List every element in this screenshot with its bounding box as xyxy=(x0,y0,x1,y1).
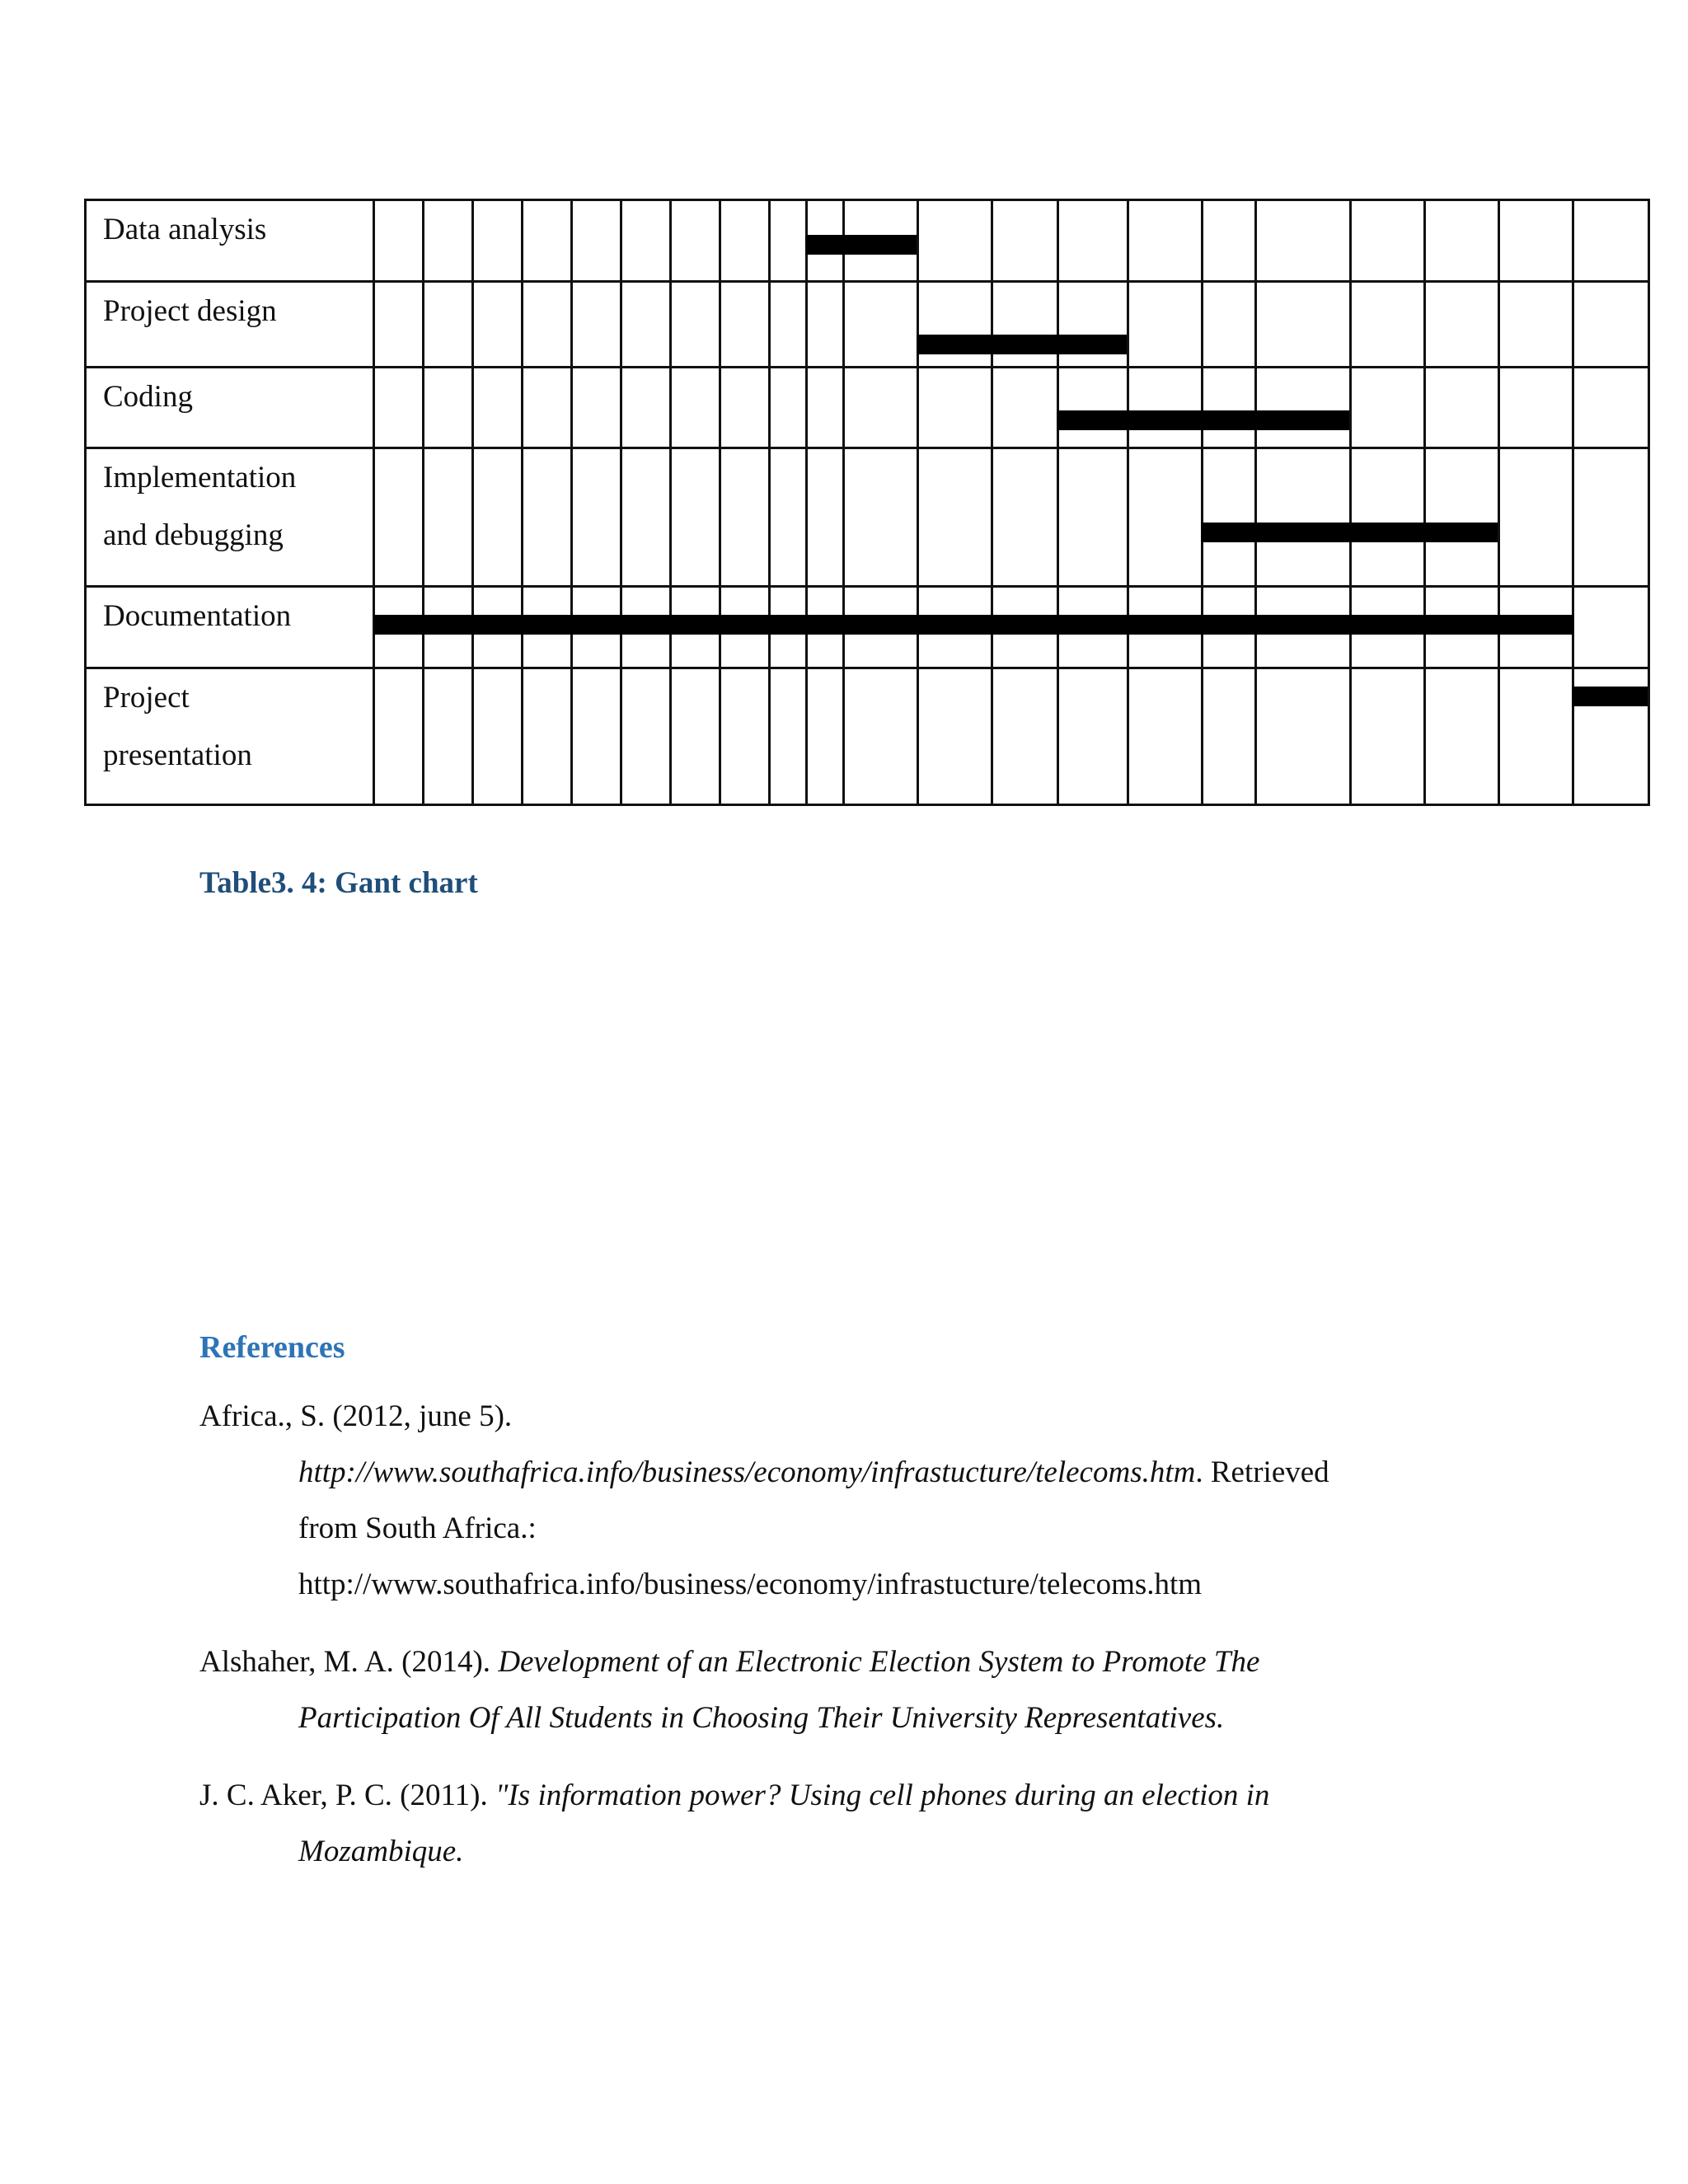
gantt-cell xyxy=(770,587,807,668)
gantt-cell xyxy=(807,282,844,368)
gantt-task-label-line: and debugging xyxy=(103,518,284,552)
gantt-cell xyxy=(720,200,770,282)
reference-item xyxy=(199,1768,1485,1880)
gantt-cell xyxy=(1351,668,1425,805)
gantt-cell xyxy=(1425,587,1499,668)
gantt-cell xyxy=(1499,200,1573,282)
gantt-task-label-line: Implementation xyxy=(103,461,297,494)
gantt-cell xyxy=(844,587,918,668)
reference-item xyxy=(199,1389,1485,1613)
gantt-cell xyxy=(1573,587,1649,668)
gantt-cell xyxy=(1058,200,1128,282)
gantt-cell xyxy=(473,448,523,587)
gantt-cell xyxy=(523,368,572,448)
gantt-cell xyxy=(1499,448,1573,587)
gantt-cell xyxy=(424,448,473,587)
gantt-cell xyxy=(918,448,992,587)
gantt-cell xyxy=(992,368,1058,448)
gantt-cell xyxy=(523,200,572,282)
gantt-cell xyxy=(720,448,770,587)
gantt-task-label xyxy=(86,200,374,282)
gantt-cell xyxy=(1573,668,1649,805)
gantt-row xyxy=(86,587,1649,668)
reference-line: Africa., S. (2012, june 5). xyxy=(199,1399,513,1433)
gantt-cell xyxy=(621,668,671,805)
gantt-cell xyxy=(374,668,424,805)
gantt-row xyxy=(86,368,1649,448)
gantt-cell xyxy=(992,200,1058,282)
gantt-cell xyxy=(992,282,1058,368)
gantt-cell xyxy=(1499,587,1573,668)
gantt-task-label xyxy=(86,587,374,668)
gantt-cell xyxy=(720,368,770,448)
gantt-cell xyxy=(807,448,844,587)
gantt-cell xyxy=(572,448,621,587)
gantt-cell xyxy=(1573,448,1649,587)
gantt-cell xyxy=(473,282,523,368)
gantt-cell xyxy=(1499,282,1573,368)
reference-line: http://www.southafrica.info/business/economy/infrastucture/telecoms.htm. Retrieved xyxy=(298,1455,1329,1489)
gantt-cell xyxy=(844,668,918,805)
gantt-cell xyxy=(1203,282,1256,368)
gantt-cell xyxy=(720,587,770,668)
gantt-row xyxy=(86,200,1649,282)
gantt-cell xyxy=(1425,200,1499,282)
gantt-cell xyxy=(671,368,720,448)
gantt-task-label-line: Project xyxy=(103,681,190,715)
gantt-cell xyxy=(1256,587,1351,668)
reference-line: Participation Of All Students in Choosing Their University Representatives. xyxy=(298,1701,1225,1735)
gantt-cell xyxy=(671,587,720,668)
gantt-cell xyxy=(374,368,424,448)
table-caption: Table3. 4: Gant chart xyxy=(199,866,478,900)
gantt-cell xyxy=(807,587,844,668)
gantt-cell xyxy=(807,368,844,448)
gantt-cell xyxy=(1128,668,1203,805)
gantt-cell xyxy=(473,368,523,448)
gantt-cell xyxy=(374,282,424,368)
references-list xyxy=(199,1389,1485,1901)
gantt-cell xyxy=(1058,448,1128,587)
gantt-cell xyxy=(1058,368,1128,448)
reference-line: J. C. Aker, P. C. (2011). "Is information power? Using cell phones during an election in xyxy=(199,1779,1270,1812)
gantt-cell xyxy=(424,200,473,282)
gantt-cell xyxy=(844,282,918,368)
gantt-cell xyxy=(523,448,572,587)
gantt-task-label xyxy=(86,448,374,587)
gantt-cell xyxy=(1128,448,1203,587)
gantt-cell xyxy=(844,448,918,587)
gantt-cell xyxy=(1256,368,1351,448)
gantt-cell xyxy=(720,668,770,805)
gantt-cell xyxy=(770,448,807,587)
gantt-cell xyxy=(807,668,844,805)
gantt-row xyxy=(86,448,1649,587)
gantt-cell xyxy=(1128,368,1203,448)
gantt-cell xyxy=(1425,668,1499,805)
gantt-cell xyxy=(770,282,807,368)
gantt-cell xyxy=(844,200,918,282)
gantt-cell xyxy=(720,282,770,368)
gantt-cell xyxy=(1573,282,1649,368)
gantt-cell xyxy=(572,368,621,448)
gantt-cell xyxy=(992,587,1058,668)
gantt-task-label-line: Coding xyxy=(103,380,193,414)
gantt-cell xyxy=(1203,668,1256,805)
gantt-cell xyxy=(671,282,720,368)
gantt-cell xyxy=(918,200,992,282)
gantt-cell xyxy=(1058,282,1128,368)
gantt-task-label xyxy=(86,668,374,805)
reference-line: Alshaher, M. A. (2014). Development of an Electronic Election System to Promote The xyxy=(199,1645,1260,1679)
gantt-cell xyxy=(473,668,523,805)
gantt-cell xyxy=(523,587,572,668)
gantt-cell xyxy=(1256,668,1351,805)
gantt-cell xyxy=(770,368,807,448)
gantt-cell xyxy=(1203,200,1256,282)
gantt-cell xyxy=(671,668,720,805)
gantt-cell xyxy=(1058,668,1128,805)
gantt-cell xyxy=(918,368,992,448)
gantt-cell xyxy=(424,668,473,805)
gantt-cell xyxy=(770,668,807,805)
gantt-cell xyxy=(992,668,1058,805)
gantt-cell xyxy=(1351,282,1425,368)
gantt-row xyxy=(86,668,1649,805)
references-heading: References xyxy=(199,1330,345,1365)
gantt-cell xyxy=(523,282,572,368)
gantt-cell xyxy=(1499,368,1573,448)
reference-line: from South Africa.: xyxy=(298,1511,537,1545)
reference-line: Mozambique. xyxy=(298,1835,464,1868)
gantt-cell xyxy=(770,200,807,282)
gantt-cell xyxy=(374,587,424,668)
gantt-cell xyxy=(1128,282,1203,368)
gantt-cell xyxy=(671,200,720,282)
gantt-cell xyxy=(572,587,621,668)
gantt-cell xyxy=(572,282,621,368)
gantt-cell xyxy=(621,587,671,668)
gantt-task-label xyxy=(86,282,374,368)
gantt-cell xyxy=(1256,200,1351,282)
gantt-cell xyxy=(523,668,572,805)
gantt-cell xyxy=(572,200,621,282)
gantt-cell xyxy=(918,668,992,805)
reference-url: http://www.southafrica.info/business/economy/infrastucture/telecoms.htm xyxy=(298,1568,1203,1601)
gantt-cell xyxy=(1128,587,1203,668)
gantt-cell xyxy=(621,282,671,368)
gantt-cell xyxy=(1351,587,1425,668)
gantt-task-label-line: Data analysis xyxy=(103,213,267,246)
gantt-cell xyxy=(621,368,671,448)
gantt-cell xyxy=(473,587,523,668)
gantt-task-label xyxy=(86,368,374,448)
gantt-cell xyxy=(424,587,473,668)
gantt-cell xyxy=(374,200,424,282)
gantt-cell xyxy=(424,368,473,448)
gantt-cell xyxy=(1351,448,1425,587)
gantt-chart-table xyxy=(84,199,1650,806)
gantt-cell xyxy=(621,200,671,282)
gantt-cell xyxy=(918,587,992,668)
gantt-row xyxy=(86,282,1649,368)
gantt-task-label-line: presentation xyxy=(103,738,252,772)
gantt-cell xyxy=(1058,587,1128,668)
gantt-task-label-line: Project design xyxy=(103,294,277,328)
reference-item xyxy=(199,1634,1485,1746)
gantt-cell xyxy=(1573,368,1649,448)
gantt-cell xyxy=(992,448,1058,587)
gantt-cell xyxy=(1425,368,1499,448)
gantt-cell xyxy=(1425,448,1499,587)
gantt-cell xyxy=(1499,668,1573,805)
gantt-cell xyxy=(1573,200,1649,282)
gantt-cell xyxy=(621,448,671,587)
gantt-cell xyxy=(374,448,424,587)
gantt-cell xyxy=(1425,282,1499,368)
gantt-cell xyxy=(1351,200,1425,282)
gantt-cell xyxy=(807,200,844,282)
gantt-cell xyxy=(1203,448,1256,587)
gantt-cell xyxy=(671,448,720,587)
gantt-cell xyxy=(1351,368,1425,448)
gantt-cell xyxy=(1256,282,1351,368)
gantt-cell xyxy=(1256,448,1351,587)
gantt-cell xyxy=(918,282,992,368)
gantt-cell xyxy=(1203,587,1256,668)
gantt-cell xyxy=(572,668,621,805)
gantt-cell xyxy=(844,368,918,448)
gantt-cell xyxy=(1203,368,1256,448)
gantt-cell xyxy=(1128,200,1203,282)
gantt-cell xyxy=(473,200,523,282)
gantt-cell xyxy=(424,282,473,368)
gantt-task-label-line: Documentation xyxy=(103,599,292,633)
